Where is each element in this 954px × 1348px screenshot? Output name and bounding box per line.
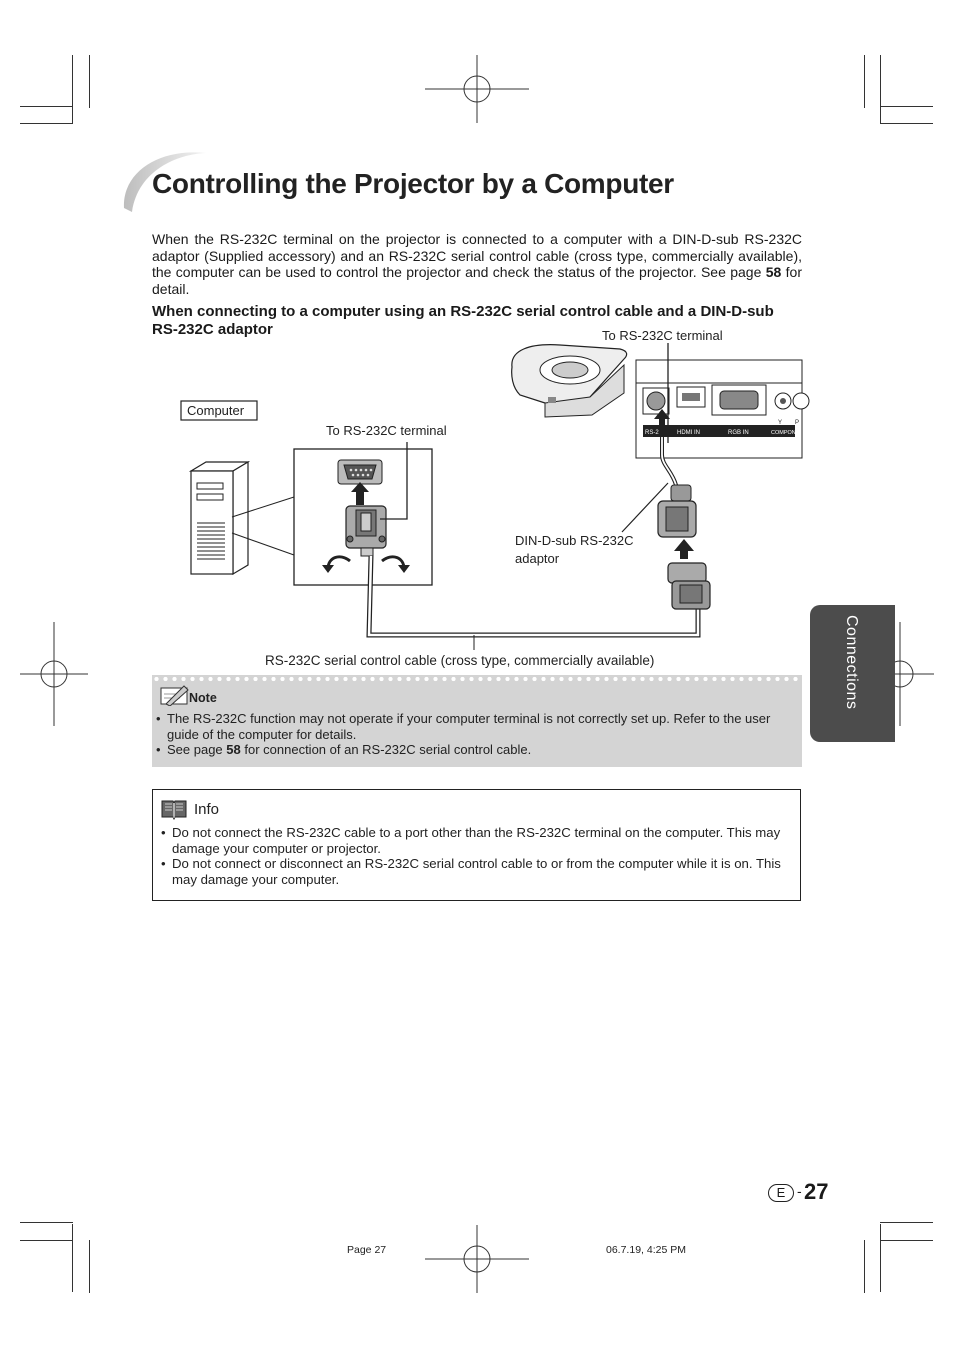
adaptor-label-line2: adaptor [515, 551, 560, 566]
note-item: • The RS-232C function may not operate if your computer terminal is not correctly set up. Refer to the user guide of the computer for details. [156, 711, 796, 742]
info-list [161, 825, 793, 887]
language-badge: E [768, 1184, 794, 1202]
svg-text:COMPONE: COMPONE [771, 430, 800, 436]
section-tab-label: Connections [843, 615, 860, 710]
svg-text:RGB IN: RGB IN [728, 430, 749, 436]
cable-db9-plug-icon [668, 563, 710, 609]
terminal-label-left: To RS-232C terminal [326, 423, 447, 438]
page-title: Controlling the Projector by a Computer [152, 168, 674, 199]
page-reference: 58 [765, 264, 782, 280]
note-title: Note [189, 691, 217, 705]
terminal-label-right: To RS-232C terminal [602, 328, 723, 343]
adaptor-label-line1: DIN-D-sub RS-232C [515, 533, 634, 548]
cable-caption: RS-232C serial control cable (cross type, commercially available) [265, 653, 655, 668]
footer-timestamp: 06.7.19, 4:25 PM [606, 1244, 686, 1256]
svg-text:P: P [795, 420, 800, 426]
svg-text:RS-2: RS-2 [645, 430, 659, 436]
din-dsub-adaptor-icon [658, 485, 696, 537]
info-item: • Do not connect the RS-232C cable to a port other than the RS-232C terminal on the computer. This may damage your computer or projector. [161, 825, 793, 856]
info-item: • Do not connect or disconnect an RS-232C serial control cable to or from the computer while it is on. This may damage your computer. [161, 856, 793, 887]
info-box [152, 789, 801, 901]
svg-text:Y: Y [778, 420, 783, 426]
db9-plug-icon [346, 506, 386, 556]
note-dotted-border [152, 675, 802, 683]
computer-tower-icon [191, 462, 248, 574]
footer-page-label: Page 27 [347, 1244, 387, 1256]
section-tab-connections [810, 605, 895, 742]
serial-port-icon [338, 460, 382, 484]
projector-icon [512, 345, 627, 417]
intro-paragraph: When the RS-232C terminal on the projector is connected to a computer with a DIN-D-sub RS-232C adaptor (Supplied accessory) and an RS-232C serial control cable (cross type, commercially available), the computer can be used to control the projector and check the status of the projector. See page 58 for detail. [152, 231, 802, 297]
connection-diagram [150, 325, 810, 675]
svg-text:HDMI IN: HDMI IN [677, 430, 700, 436]
note-box [152, 675, 802, 767]
info-title: Info [194, 801, 220, 818]
connect-arrow-icon [674, 539, 694, 559]
pencil-note-icon [158, 684, 190, 706]
computer-label: Computer [187, 403, 245, 418]
page-number-value: 27 [804, 1179, 829, 1204]
note-list [156, 711, 796, 758]
note-item: • See page 58 for connection of an RS-232C serial control cable. [156, 742, 796, 758]
section-subheading: When connecting to a computer using an RS-232C serial control cable and a DIN-D-sub RS-232C adaptor [152, 303, 774, 338]
book-info-icon [160, 798, 188, 820]
